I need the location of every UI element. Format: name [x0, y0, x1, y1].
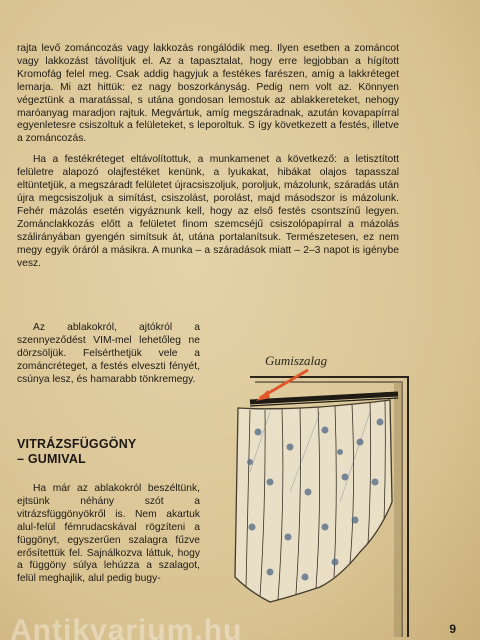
paragraph-4: Ha már az ablakokról beszéltünk, ejtsünk néhány szót a vitrázsfüggönyökről is. Nem akartuk alul-felül fémrudacskával rögzíteni a függönyt, egyszerűen szalagra fűzve erősítettük fel. Sajnálkozva láttuk, hogy a függöny súlya lehúzza a szalagot, felül meghajlik, alul pedig bugy-	[17, 483, 200, 585]
main-text	[17, 43, 399, 278]
curtain-illustration	[230, 352, 430, 637]
paragraph-1: rajta levő zománcozás vagy lakkozás rongálódik meg. Ilyen esetben a zománcot vagy lakkozást távolítjuk el. Az a tapasztalat, hogy erre legjobban a hígított Kromofág felel meg. Csak addig hagyjuk a festékes farészen, amíg a lakkréteget lemarja. Mi azt hittük: ez nagy boszorkányság. Pedig nem volt az. Könnyen végeztünk a maratással, s utána gondosan lemostuk az ablakkereteket, nehogy maróanyag maradjon rajtuk. Megvártuk, amíg megszáradnak, azután kovapapírral egyenletesre csiszoltuk a felületeket, s leporoltuk. S így következett a festés, illetve a zománcozás.	[17, 43, 399, 145]
page-number: 9	[449, 622, 456, 636]
heading-line-1: VITRÁZSFÜGGÖNY	[17, 437, 137, 451]
callout-label: Gumiszalag	[265, 353, 328, 368]
watermark: Antikvarium.hu	[10, 614, 243, 640]
narrow-text-1	[17, 322, 200, 387]
paragraph-3: Az ablakokról, ajtókról a szennyeződést VIM-mel lehetőleg ne dörzsöljük. Felsérthetjük vele a zománcréteget, a festés elveszti fényét, csúnya lesz, és hamarabb tönkremegy.	[17, 322, 200, 385]
section-heading	[17, 437, 217, 467]
narrow-text-2	[17, 483, 200, 586]
heading-line-2: – GUMIVAL	[17, 452, 86, 466]
paragraph-2: Ha a festékréteget eltávolítottuk, a munkamenet a következő: a letisztított felületre alapozó olajfestéket kenünk, a lyukakat, hibákat olajos tapasszal eltüntetjük, a megszáradt felületet újracsiszoljuk, poroljuk, mázolunk, száradás után újra megcsiszoljuk a simítást, csiszolást, porolást, majd másodszor is mázolunk. Fehér mázolás esetén vigyáznunk kell, hogy az első festés csontszínű legyen. Zománclakkozás előtt a felületet finom szemcséjű csiszolópapírral a mázolás szálirányában gyengén simítsuk át, utána portalanítsuk. Természetesen, ez nem megy egyik óráról a másikra. A munka – a száradások miatt – 2–3 napot is igénybe vesz.	[17, 154, 399, 269]
